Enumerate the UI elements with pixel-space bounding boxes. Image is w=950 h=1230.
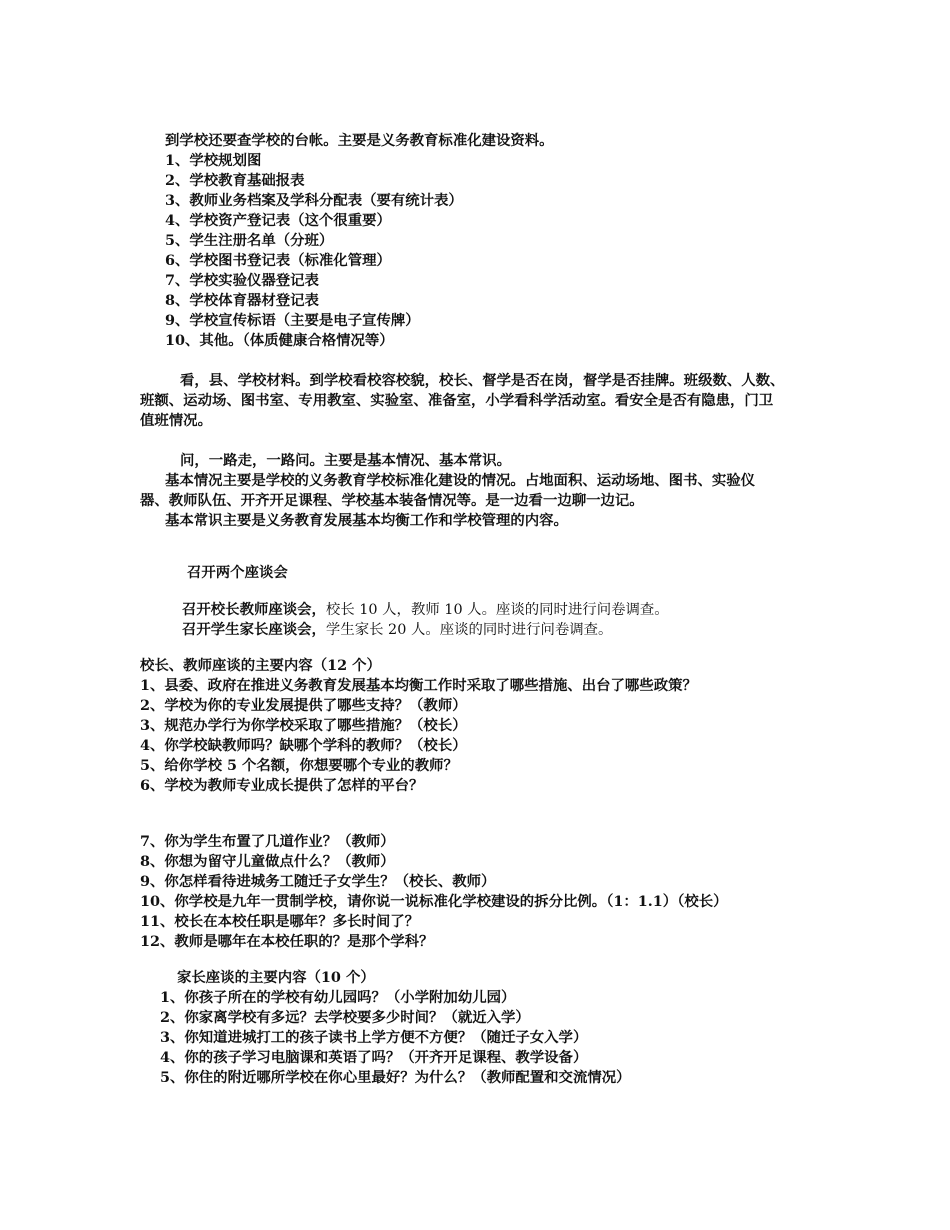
question-item: 9、你怎样看待进城务工随迁子女学生？（校长、教师）: [140, 873, 496, 890]
question-item: 7、你为学生布置了几道作业？（教师）: [140, 833, 395, 850]
question-item: 5、给你学校 5 个名额，你想要哪个专业的教师？: [140, 757, 458, 774]
ledger-item: 3、教师业务档案及学科分配表（要有统计表）: [165, 192, 463, 209]
meeting-detail: 校长 10 人，教师 10 人。座谈的同时进行问卷调查。: [325, 602, 669, 618]
question-item: 3、规范办学行为你学校采取了哪些措施？（校长）: [140, 717, 467, 734]
ledger-item: 5、学生注册名单（分班）: [165, 232, 334, 249]
ask-paragraph-line: 问，一路走，一路问。主要是基本情况、基本常识。: [180, 452, 511, 469]
ledger-item: 1、学校规划图: [165, 152, 262, 169]
teacher-questions-heading: 校长、教师座谈的主要内容（12 个）: [140, 657, 381, 674]
meeting-line: [182, 620, 612, 640]
question-item: 11、校长在本校任职是哪年？多长时间了？: [140, 913, 420, 930]
meeting-title: 召开学生家长座谈会，: [182, 621, 326, 638]
meeting-detail: 学生家长 20 人。座谈的同时进行问卷调查。: [325, 622, 613, 638]
ledger-item: 8、学校体育器材登记表: [165, 292, 319, 309]
ledger-item: 2、学校教育基础报表: [165, 172, 305, 189]
ledger-item: 6、学校图书登记表（标准化管理）: [165, 252, 391, 269]
parent-question-item: 4、你的孩子学习电脑课和英语了吗？（开齐开足课程、教学设备）: [160, 1049, 588, 1066]
parent-questions-heading: 家长座谈的主要内容（10 个）: [177, 969, 375, 986]
meeting-line: [182, 600, 669, 620]
meeting-title: 召开校长教师座谈会，: [182, 601, 326, 618]
ask-paragraph-line: 基本常识主要是义务教育发展基本均衡工作和学校管理的内容。: [165, 512, 568, 529]
look-paragraph-line: 看，县、学校材料。到学校看校容校貌，校长、督学是否在岗，督学是否挂牌。班级数、人数、: [180, 372, 785, 389]
question-item: 8、你想为留守儿童做点什么？（教师）: [140, 853, 395, 870]
ledger-item: 4、学校资产登记表（这个很重要）: [165, 212, 391, 229]
ledger-item: 10、其他。（体质健康合格情况等）: [165, 332, 394, 349]
meetings-heading: 召开两个座谈会: [187, 564, 288, 581]
parent-question-item: 2、你家离学校有多远？去学校要多少时间？（就近入学）: [160, 1009, 530, 1026]
parent-question-item: 3、你知道进城打工的孩子读书上学方便不方便？（随迁子女入学）: [160, 1029, 588, 1046]
look-paragraph-line: 值班情况。: [140, 412, 212, 429]
question-item: 2、学校为你的专业发展提供了哪些支持？（教师）: [140, 697, 467, 714]
ledger-item: 9、学校宣传标语（主要是电子宣传牌）: [165, 312, 420, 329]
look-paragraph-line: 班额、运动场、图书室、专用教室、实验室、准备室，小学看科学活动室。看安全是否有隐患，门卫: [140, 392, 774, 409]
ask-paragraph-line: 基本情况主要是学校的义务教育学校标准化建设的情况。占地面积、运动场地、图书、实验仪: [165, 472, 756, 489]
question-item: 6、学校为教师专业成长提供了怎样的平台？: [140, 777, 424, 794]
question-item: 4、你学校缺教师吗？缺哪个学科的教师？（校长）: [140, 737, 467, 754]
ledger-intro: 到学校还要查学校的台帐。主要是义务教育标准化建设资料。: [165, 132, 554, 149]
ledger-item: 7、学校实验仪器登记表: [165, 272, 319, 289]
parent-question-item: 1、你孩子所在的学校有幼儿园吗？（小学附加幼儿园）: [160, 989, 516, 1006]
question-item: 1、县委、政府在推进义务教育发展基本均衡工作时采取了哪些措施、出台了哪些政策？: [140, 677, 697, 694]
question-item: 12、教师是哪年在本校任职的？是那个学科？: [140, 933, 434, 950]
question-item: 10、你学校是九年一贯制学校，请你说一说标准化学校建设的拆分比例。（1：1.1）（校长）: [140, 893, 728, 910]
ask-paragraph-line: 器、教师队伍、开齐开足课程、学校基本装备情况等。是一边看一边聊一边记。: [140, 492, 644, 509]
parent-question-item: 5、你住的附近哪所学校在你心里最好？为什么？（教师配置和交流情况）: [160, 1069, 631, 1086]
